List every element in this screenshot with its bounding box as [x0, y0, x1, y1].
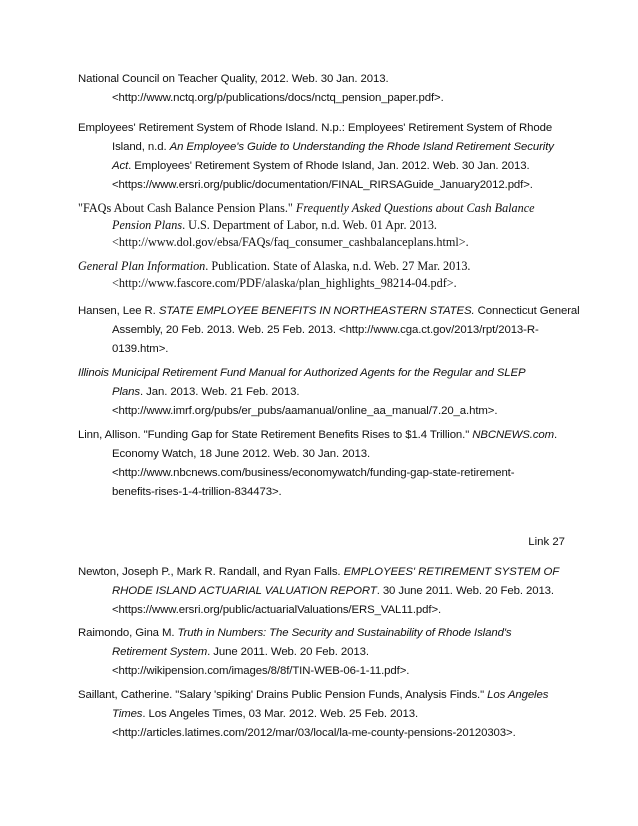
citation-line — [78, 662, 568, 681]
citation-line — [78, 70, 568, 89]
citation-line — [78, 402, 568, 421]
citation-title-text: Times — [112, 708, 143, 720]
citation-text: <http://www.nbcnews.com/business/economywatch/funding-gap-state-retirement- — [112, 467, 515, 479]
citation-line — [78, 445, 568, 464]
citation-text: <http://www.imrf.org/pubs/er_pubs/aamanual/online_aa_manual/7.20_a.htm>. — [112, 405, 498, 417]
citation-title-text: NBCNEWS.com — [472, 429, 555, 441]
citation-text: Economy Watch, 18 June 2012. Web. 30 Jan. 2013. — [112, 448, 371, 460]
citation-line — [78, 275, 568, 292]
citation-line — [78, 157, 568, 176]
citation-text: Employees' Retirement System of Rhode Island. N.p.: Employees' Retirement System of Rhode — [78, 122, 553, 134]
citation-line — [78, 705, 568, 724]
citation-line — [78, 563, 568, 582]
citation-line — [78, 258, 568, 275]
citation-line — [78, 340, 568, 359]
citation-text: National Council on Teacher Quality, 2012. Web. 30 Jan. 2013. — [78, 73, 389, 85]
citation-text: benefits-rises-1-4-trillion-834473>. — [112, 486, 282, 498]
citation-title-text: Frequently Asked Questions about Cash Balance — [295, 201, 535, 215]
citation-line — [78, 643, 568, 662]
citation-text: . — [554, 429, 558, 441]
citation-title-text: General Plan Information — [78, 259, 206, 273]
citation-line — [78, 483, 568, 502]
citation-line — [78, 383, 568, 402]
citation-text: Saillant, Catherine. "Salary 'spiking' Drains Public Pension Funds, Analysis Finds." — [78, 689, 488, 701]
citation-title-text: Retirement System — [112, 646, 208, 658]
citation-text: . Publication. State of Alaska, n.d. Web. 27 Mar. 2013. — [205, 259, 471, 273]
citation-line — [78, 200, 568, 217]
citation-text: <https://www.ersri.org/public/actuarialValuations/ERS_VAL11.pdf>. — [112, 604, 442, 616]
citation-title-text: Pension Plans — [112, 218, 183, 232]
citation-text: . June 2011. Web. 20 Feb. 2013. — [207, 646, 369, 658]
citation-text: <http://www.fascore.com/PDF/alaska/plan_highlights_98214-04.pdf>. — [112, 276, 457, 290]
citation-imrf — [78, 364, 568, 421]
citation-line — [78, 234, 568, 251]
citation-title-text: RHODE ISLAND ACTUARIAL VALUATION REPORT — [112, 585, 377, 597]
citation-line — [78, 321, 568, 340]
citation-title-text: EMPLOYEES' RETIREMENT SYSTEM OF — [343, 566, 560, 578]
citation-title-text: STATE EMPLOYEE BENEFITS IN NORTHEASTERN STATES. — [158, 305, 475, 317]
citation-text: Linn, Allison. "Funding Gap for State Retirement Benefits Rises to $1.4 Trillion." — [78, 429, 473, 441]
citation-text: <https://www.ersri.org/public/documentation/FINAL_RIRSAGuide_January2012.pdf>. — [112, 179, 533, 191]
citation-title-text: Illinois Municipal Retirement Fund Manual for Authorized Agents for the Regular and SLEP — [78, 367, 526, 379]
citation-line — [78, 138, 568, 157]
citation-text: . Los Angeles Times, 03 Mar. 2012. Web. 25 Feb. 2013. — [142, 708, 419, 720]
citation-text: <http://www.nctq.org/p/publications/docs/nctq_pension_paper.pdf>. — [112, 92, 444, 104]
citation-line — [78, 119, 568, 138]
citation-alaska — [78, 258, 568, 292]
citation-text: Connecticut General — [474, 305, 580, 317]
citation-text: Island, n.d. — [112, 141, 170, 153]
citation-text: Assembly, 20 Feb. 2013. Web. 25 Feb. 2013. <http://www.cga.ct.gov/2013/rpt/2013-R- — [112, 324, 539, 336]
citation-line — [78, 302, 580, 321]
citation-text: . 30 June 2011. Web. 20 Feb. 2013. — [376, 585, 554, 597]
citation-line — [78, 426, 568, 445]
citation-title-text: Truth in Numbers: The Security and Sustainability of Rhode Island's — [177, 627, 512, 639]
citation-text: Newton, Joseph P., Mark R. Randall, and Ryan Falls. — [78, 566, 344, 578]
citation-text: Raimondo, Gina M. — [78, 627, 178, 639]
citation-line — [78, 364, 568, 383]
page-label: Link 27 — [528, 536, 565, 548]
citation-newton — [78, 563, 568, 620]
citation-nctq — [78, 70, 568, 108]
citation-text: Hansen, Lee R. — [78, 305, 159, 317]
citation-line — [78, 89, 568, 108]
citation-linn — [78, 426, 568, 502]
citation-text: 0139.htm>. — [112, 343, 169, 355]
citation-line — [78, 464, 568, 483]
citation-text: <http://wikipension.com/images/8/8f/TIN-WEB-06-1-11.pdf>. — [112, 665, 410, 677]
citation-line — [78, 686, 568, 705]
citation-line — [78, 582, 568, 601]
citation-saillant — [78, 686, 568, 743]
citation-ersri-guide — [78, 119, 568, 195]
citation-text: . U.S. Department of Labor, n.d. Web. 01 Apr. 2013. — [182, 218, 437, 232]
citation-line — [78, 601, 568, 620]
citation-line — [78, 624, 568, 643]
citation-title-text: Act — [112, 160, 129, 172]
citation-text: <http://articles.latimes.com/2012/mar/03/local/la-me-county-pensions-20120303>. — [112, 727, 516, 739]
citation-text: <http://www.dol.gov/ebsa/FAQs/faq_consumer_cashbalanceplans.html>. — [112, 235, 469, 249]
citation-text: . Jan. 2013. Web. 21 Feb. 2013. — [140, 386, 300, 398]
citation-title-text: Plans — [112, 386, 140, 398]
citation-line — [78, 724, 568, 743]
citation-raimondo — [78, 624, 568, 681]
citation-line — [78, 176, 568, 195]
citation-text: "FAQs About Cash Balance Pension Plans." — [78, 201, 296, 215]
citation-line — [78, 217, 568, 234]
citation-text: . Employees' Retirement System of Rhode Island, Jan. 2012. Web. 30 Jan. 2013. — [128, 160, 530, 172]
citation-title-text: Los Angeles — [487, 689, 549, 701]
citation-title-text: An Employee's Guide to Understanding the Rhode Island Retirement Security — [169, 141, 554, 153]
citation-hansen — [78, 302, 580, 359]
citation-dol-faqs — [78, 200, 568, 251]
